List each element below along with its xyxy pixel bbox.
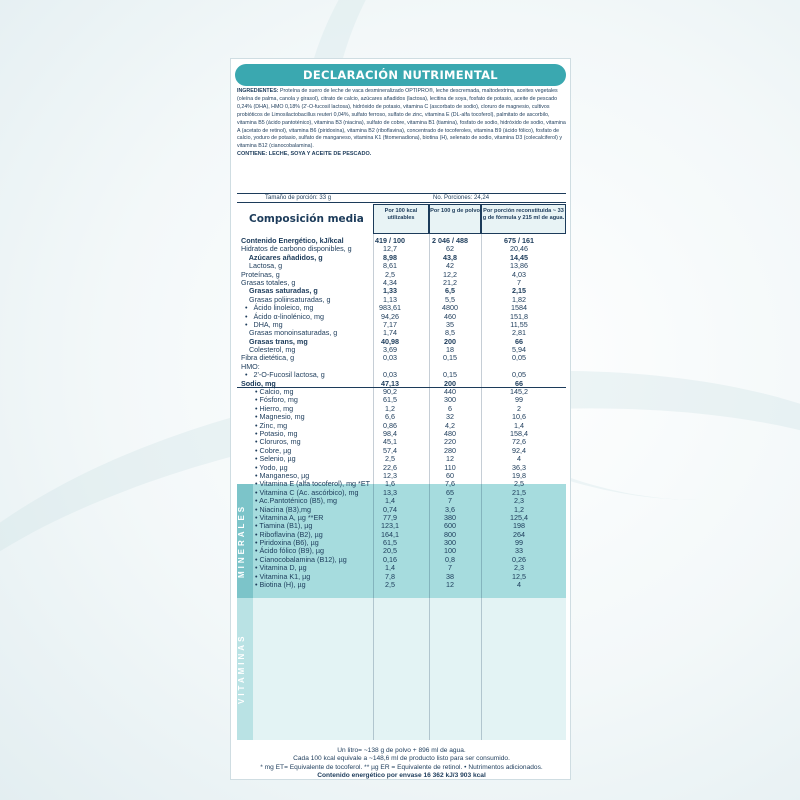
nutrient-value: 1,82 [512, 294, 526, 304]
nutrient-value: 8,61 [383, 261, 397, 271]
nutrient-value: 4,2 [445, 420, 455, 430]
nutrient-value: 1,4 [385, 496, 395, 506]
nutrient-value: 800 [444, 529, 456, 539]
nutrient-value: 1584 [511, 303, 527, 313]
nutrient-name: • Tiamina (B1), µg [255, 521, 313, 531]
nutrient-value: 6,5 [445, 286, 455, 296]
nutrient-value: 675 / 161 [504, 236, 534, 245]
composition-title: Composición media [249, 213, 364, 225]
nutrient-value: 1,6 [385, 479, 395, 489]
footer-liter-note: Un litro= ~138 g de polvo + 896 ml de agua. [337, 747, 466, 754]
nutrient-value: 10,6 [512, 412, 526, 422]
nutrient-value: 4,03 [512, 269, 526, 279]
nutrient-value: 2,5 [385, 580, 395, 590]
nutrient-name: • Magnesio, mg [255, 412, 305, 422]
nutrient-value: 8,5 [445, 328, 455, 338]
nutrient-value: 98,4 [383, 428, 397, 438]
minerals-label: MINERALES [237, 484, 253, 598]
table-row [237, 354, 566, 362]
nutrient-value: 45,1 [383, 437, 397, 447]
nutrient-value: 43,8 [443, 252, 457, 262]
nutrient-name: • Calcio, mg [255, 387, 294, 397]
nutrient-name: • 2'-O-Fucosil lactosa, g [241, 370, 325, 380]
ingredients-block [237, 88, 567, 159]
nutrient-value: 145,2 [510, 387, 528, 397]
nutrient-value: 60 [446, 470, 454, 480]
nutrient-value: 7 [448, 496, 452, 506]
nutrient-value: 7 [517, 277, 521, 287]
nutrient-value: 33 [515, 546, 523, 556]
nutrient-value: 94,26 [381, 311, 399, 321]
nutrient-name: • Vitamina K1, µg [255, 571, 311, 581]
nutrient-name: • DHA, mg [241, 319, 283, 329]
nutrient-name: • Ácido fólico (B9), µg [255, 546, 324, 556]
nutrient-name: Sodio, mg [241, 378, 276, 388]
nutrient-value: 2,5 [514, 479, 524, 489]
column-header-per-100kcal: Por 100 kcal utilizables [373, 204, 429, 234]
footer-legend: * mg ET= Equivalente de tocoferol. ** µg ER = Equivalente de retinol. • Nutrimentos adicionados. [260, 763, 543, 771]
column-header-per-portion: Por porción reconstituida ~ 33 g de fórmula y 215 ml de agua. [481, 204, 566, 234]
nutrient-value: 20,46 [510, 244, 528, 254]
nutrient-value: 480 [444, 428, 456, 438]
nutrient-name: • Yodo, µg [255, 462, 288, 472]
nutrient-value: 200 [444, 378, 456, 388]
nutrient-value: 123,1 [381, 521, 399, 531]
table-row [237, 581, 566, 589]
nutrient-value: 0,03 [383, 353, 397, 363]
nutrient-value: 19,8 [512, 470, 526, 480]
nutrient-value: 3,69 [383, 345, 397, 355]
nutrient-value: 2,15 [512, 286, 526, 296]
nutrient-name: Proteínas, g [241, 269, 280, 279]
nutrient-name: Azúcares añadidos, g [241, 252, 323, 262]
nutrient-name: • Ac.Pantoténico (B5), mg [255, 496, 338, 506]
nutrient-value: 0,05 [512, 370, 526, 380]
nutrient-value: 4 [517, 454, 521, 464]
nutrient-value: 1,4 [385, 563, 395, 573]
nutrient-name: • Hierro, mg [255, 403, 294, 413]
nutrient-value: 280 [444, 445, 456, 455]
nutrient-value: 12 [446, 454, 454, 464]
nutrient-name: Colesterol, mg [241, 345, 296, 355]
vitamins-band [237, 598, 566, 740]
nutrient-name: • Cobre, µg [255, 445, 292, 455]
footer-energy-total: Contenido energético por envase 16 362 kJ/3 903 kcal [317, 772, 486, 780]
nutrient-name: • Manganeso, µg [255, 470, 310, 480]
nutrient-value: 6 [448, 403, 452, 413]
nutrient-name: • Vitamina A, µg **ER [255, 512, 324, 522]
ingredients-text: Proteína de suero de leche de vaca desmineralizado OPTIPRO®, leche descremada, maltodextrina, aceites vegetales (oleína de palma, canola y girasol), citrato de calcio, azúcares añadidos (lactosa), lecitina de soya, fosfato de potasio, aceite de pescado 0,24% (DHA), HMO 0,18% (2'-O-fucosil lactosa), hidróxido de potasio, vitamina C (ascorbato de sodio), cloruro de magnesio, cultivos probióticos de Limosilactobacillus reuteri 0,04%, sulfato ferroso, sulfato de zinc, vitamina E (DL-alfa tocoferol), palmitato de ascorbilo, vitamina B5 (ácido pantoténico), vitamina B3 (niacina), sulfato de cobre, vitamina B1 (tiamina), fosfato de sodio, hidróxido de sodio, vitamina A (acetato de retinol), vitamina B6 (piridoxina), vitamina B2 (riboflavina), concentrado de tocoferoles, vitamina B9 (ácido fólico), fosfato de calcio, yoduro de potasio, sulfato de manganeso, vitamina K1 (fitomenadiona), biotina (H), selenato de sodio, vitamina D3 (colecalciferol) y vitamina B12 (cianocobalamina). [237, 88, 566, 150]
nutrient-value: 99 [515, 538, 523, 548]
nutrient-value: 460 [444, 311, 456, 321]
nutrient-value: 110 [444, 462, 456, 472]
nutrient-name: • Zinc, mg [255, 420, 288, 430]
nutrient-name: Grasas monoinsaturadas, g [241, 328, 338, 338]
nutrient-value: 61,5 [383, 538, 397, 548]
column-header-per-100g: Por 100 g de polvo [429, 204, 481, 234]
nutrient-value: 264 [513, 529, 525, 539]
nutrient-value: 1,2 [385, 403, 395, 413]
nutrient-value: 2,3 [514, 563, 524, 573]
nutrient-value: 7 [448, 563, 452, 573]
nutrient-value: 100 [444, 546, 456, 556]
nutrient-value: 22,6 [383, 462, 397, 472]
nutrient-name: • Ácido linoleico, mg [241, 303, 314, 313]
nutrient-value: 0,05 [512, 353, 526, 363]
nutrient-value: 62 [446, 244, 454, 254]
nutrient-value: 2,3 [514, 496, 524, 506]
nutrient-value: 66 [515, 336, 523, 346]
nutrient-value: 6,6 [385, 412, 395, 422]
nutrient-value: 1,4 [514, 420, 524, 430]
label-banner: DECLARACIÓN NUTRIMENTAL [235, 64, 566, 86]
nutrient-name: • Cianocobalamina (B12), µg [255, 554, 347, 564]
nutrient-value: 983,61 [379, 303, 401, 313]
label-footer [237, 747, 566, 781]
nutrient-value: 66 [515, 378, 523, 388]
nutrient-name: • Niacina (B3),mg [255, 504, 312, 514]
nutrient-value: 13,86 [510, 261, 528, 271]
nutrient-value: 36,3 [512, 462, 526, 472]
nutrient-value: 0,16 [383, 554, 397, 564]
nutrient-value: 12,5 [512, 571, 526, 581]
nutrient-value: 65 [446, 487, 454, 497]
nutrient-value: 47,13 [381, 378, 399, 388]
nutrient-value: 200 [444, 336, 456, 346]
nutrient-value: 5,94 [512, 345, 526, 355]
nutrient-value: 12,3 [383, 470, 397, 480]
serving-size: Tamaño de porción: 33 g [265, 195, 332, 201]
nutrient-value: 7,8 [385, 571, 395, 581]
nutrient-value: 2 [517, 403, 521, 413]
nutrient-value: 5,5 [445, 294, 455, 304]
nutrient-value: 380 [444, 512, 456, 522]
nutrient-name: • Potasio, mg [255, 428, 298, 438]
nutrient-name: • Cloruros, mg [255, 437, 301, 447]
nutrient-name: Grasas trans, mg [241, 336, 308, 346]
nutrient-value: 419 / 100 [375, 236, 405, 245]
nutrient-value: 2,81 [512, 328, 526, 338]
nutrient-value: 20,5 [383, 546, 397, 556]
nutrient-value: 125,4 [510, 512, 528, 522]
nutrient-value: 4 [517, 580, 521, 590]
nutrient-value: 440 [444, 387, 456, 397]
nutrient-name: • Riboflavina (B2), µg [255, 529, 323, 539]
nutrient-value: 35 [446, 319, 454, 329]
nutrient-value: 0,15 [443, 370, 457, 380]
nutrient-value: 77,9 [383, 512, 397, 522]
nutrient-name: Contenido Energético, kJ/kcal [241, 236, 344, 245]
nutrient-name: Grasas poliinsaturadas, g [241, 294, 331, 304]
nutrient-value: 40,98 [381, 336, 399, 346]
nutrient-value: 220 [444, 437, 456, 447]
nutrient-value: 0,15 [443, 353, 457, 363]
nutrient-value: 151,8 [510, 311, 528, 321]
nutrient-name: HMO: [241, 361, 260, 371]
nutrient-value: 90,2 [383, 387, 397, 397]
nutrient-value: 99 [515, 395, 523, 405]
nutrient-value: 300 [444, 395, 456, 405]
nutrient-value: 14,45 [510, 252, 528, 262]
nutrient-name: Lactosa, g [241, 261, 283, 271]
nutrient-value: 7,6 [445, 479, 455, 489]
nutrient-value: 12 [446, 580, 454, 590]
nutrient-value: 300 [444, 538, 456, 548]
nutrient-value: 1,13 [383, 294, 397, 304]
nutrient-value: 2 046 / 488 [432, 236, 468, 245]
nutrient-name: • Vitamina D, µg [255, 563, 307, 573]
nutrient-value: 3,6 [445, 504, 455, 514]
vitamins-label: VITAMINAS [237, 598, 253, 740]
nutrient-value: 72,6 [512, 437, 526, 447]
nutrient-value: 1,2 [514, 504, 524, 514]
allergen-statement: CONTIENE: LECHE, SOYA Y ACEITE DE PESCADO. [237, 151, 372, 158]
nutrition-label [230, 58, 571, 780]
nutrient-value: 198 [513, 521, 525, 531]
nutrient-value: 0,86 [383, 420, 397, 430]
nutrient-value: 12,7 [383, 244, 397, 254]
nutrient-value: 158,4 [510, 428, 528, 438]
nutrient-value: 32 [446, 412, 454, 422]
nutrient-value: 600 [444, 521, 456, 531]
table-header [237, 204, 566, 234]
nutrient-value: 18 [446, 345, 454, 355]
portions-count: No. Porciones: 24,24 [433, 195, 490, 201]
nutrient-value: 4,34 [383, 277, 397, 287]
nutrient-name: • Fósforo, mg [255, 395, 298, 405]
nutrient-value: 11,55 [510, 319, 528, 329]
nutrient-value: 0,74 [383, 504, 397, 514]
nutrient-name: Hidratos de carbono disponibles, g [241, 244, 352, 254]
nutrient-name: Grasas totales, g [241, 277, 296, 287]
nutrient-value: 0,8 [445, 554, 455, 564]
nutrient-value: 21,2 [443, 277, 457, 287]
nutrient-table [237, 237, 566, 589]
nutrient-value: 13,3 [383, 487, 397, 497]
nutrient-value: 1,33 [383, 286, 397, 296]
nutrient-name: • Ácido α-linolénico, mg [241, 311, 324, 321]
nutrient-value: 42 [446, 261, 454, 271]
nutrient-name: Grasas saturadas, g [241, 286, 318, 296]
nutrient-name: • Biotina (H), µg [255, 580, 306, 590]
nutrient-value: 92,4 [512, 445, 526, 455]
nutrient-value: 12,2 [443, 269, 457, 279]
nutrient-value: 61,5 [383, 395, 397, 405]
nutrient-value: 8,98 [383, 252, 397, 262]
nutrient-value: 7,17 [383, 319, 397, 329]
nutrient-value: 38 [446, 571, 454, 581]
ingredients-heading: INGREDIENTES: [237, 88, 279, 94]
nutrient-value: 2,5 [385, 269, 395, 279]
nutrient-value: 164,1 [381, 529, 399, 539]
nutrient-value: 21,5 [512, 487, 526, 497]
serving-info [237, 193, 566, 203]
nutrient-name: • Vitamina E (alfa tocoferol), mg *ET [255, 479, 371, 489]
nutrient-name: • Selenio, µg [255, 454, 296, 464]
nutrient-name: • Vitamina C (Ac. ascórbico), mg [255, 487, 359, 497]
nutrient-value: 0,26 [512, 554, 526, 564]
nutrient-value: 57,4 [383, 445, 397, 455]
nutrient-value: 0,03 [383, 370, 397, 380]
nutrient-name: Fibra dietética, g [241, 353, 295, 363]
nutrient-value: 4800 [442, 303, 458, 313]
nutrient-name: • Piridoxina (B6), µg [255, 538, 319, 548]
nutrient-value: 2,5 [385, 454, 395, 464]
nutrient-value: 1,74 [383, 328, 397, 338]
footer-kcal-note: Cada 100 kcal equivale a ~148,6 ml de producto listo para ser consumido. [293, 755, 510, 763]
